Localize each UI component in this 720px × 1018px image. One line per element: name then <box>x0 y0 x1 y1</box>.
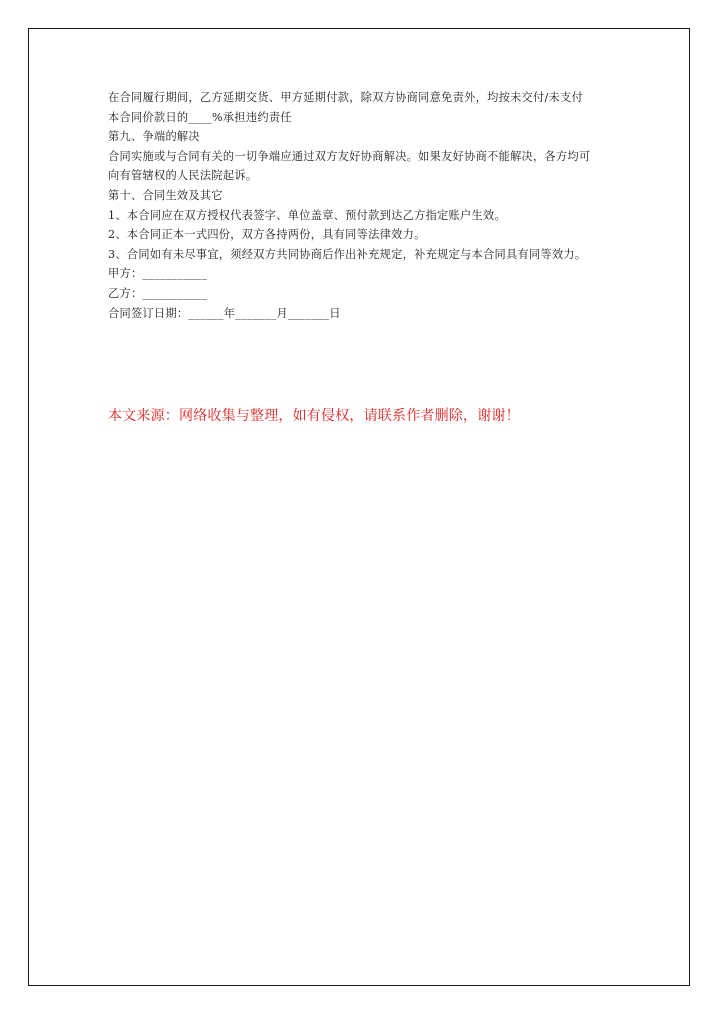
signature-party-a: 甲方：___________ <box>108 267 208 281</box>
section-heading-effect: 第十、合同生效及其它 <box>108 188 223 202</box>
clause-effect-item-2: 2、本合同正本一式四份，双方各持两份，具有同等法律效力。 <box>108 228 426 242</box>
clause-effect-item-1: 1、本合同应在双方授权代表签字、单位盖章、预付款到达乙方指定账户生效。 <box>108 208 506 222</box>
signature-party-b: 乙方：___________ <box>108 286 208 300</box>
clause-breach-line-2: 本合同价款日的____%承担违约责任 <box>108 110 292 124</box>
signing-date: 合同签订日期：______年_______月_______日 <box>108 306 341 320</box>
contract-body <box>108 88 628 323</box>
source-notice: 本文来源：网络收集与整理，如有侵权，请联系作者删除，谢谢！ <box>108 408 520 424</box>
clause-effect-item-3: 3、合同如有未尽事宜，须经双方共同协商后作出补充规定，补充规定与本合同具有同等效力。 <box>108 247 587 261</box>
section-heading-dispute: 第九、争端的解决 <box>108 130 200 144</box>
clause-breach-line-1: 在合同履行期间，乙方延期交货、甲方延期付款，除双方协商同意免责外，均按未交付/未支付 <box>108 91 584 104</box>
clause-dispute-line-1: 合同实施或与合同有关的一切争端应通过双方友好协商解决。如果友好协商不能解决，各方均可 <box>108 149 591 163</box>
clause-dispute-line-2: 向有管辖权的人民法院起诉。 <box>108 169 258 183</box>
